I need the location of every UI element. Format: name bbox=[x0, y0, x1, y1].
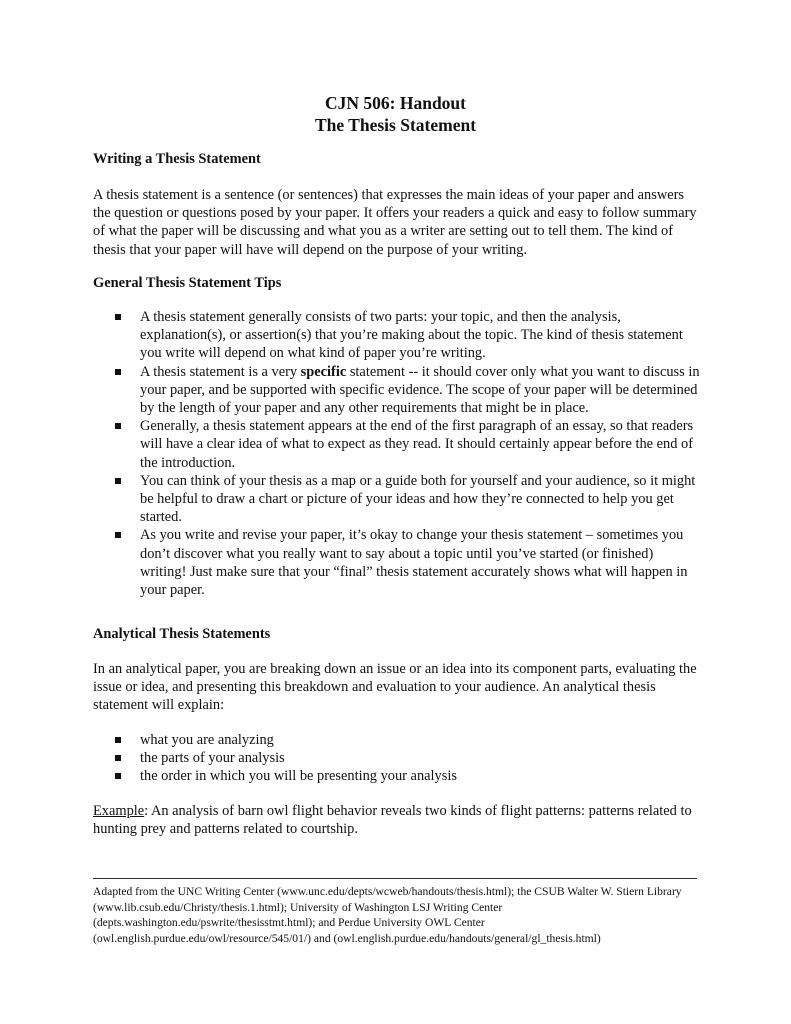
section-heading-tips: General Thesis Statement Tips bbox=[93, 275, 282, 291]
tip-text-before: A thesis statement is a very bbox=[140, 363, 301, 380]
bullet-icon bbox=[115, 755, 121, 761]
tip-text: As you write and revise your paper, it’s okay to change your thesis statement – sometimes you don’t discover what you really want to say about a topic until you’ve started (or finished) writing! Just make sure that your “final” thesis statement accurately shows what will happen in your paper. bbox=[140, 527, 688, 599]
intro-paragraph: A thesis statement is a sentence (or sentences) that expresses the main ideas of your paper and answers the question or questions posed by your paper. It offers your readers a quick and easy to follow summary of what the paper will be discussing and what you as a writer are setting out to tell them. The kind of thesis that your paper will have will depend on the purpose of your writing. bbox=[93, 187, 697, 258]
footnote-sources: Adapted from the UNC Writing Center (www.unc.edu/depts/wcweb/handouts/thesis.html); the CSUB Walter W. Stiern Library (www.lib.csub.edu/Christy/thesis.1.html); University of Washington LSJ Writing Center (depts.washington.edu/pswrite/thesisstmt.html); and Perdue University OWL Center (owl.english.purdue.edu/owl/resource/545/01/) and (owl.english.purdue.edu/handouts/general/gl_thesis.html) bbox=[93, 885, 682, 945]
bullet-icon bbox=[115, 369, 121, 375]
analysis-item: what you are analyzing bbox=[140, 732, 274, 748]
bullet-icon bbox=[115, 532, 121, 538]
example-text: : An analysis of barn owl flight behavior reveals two kinds of flight patterns: patterns related to hunting prey and patterns related to courtship. bbox=[93, 803, 692, 838]
example-label: Example bbox=[93, 803, 145, 819]
analysis-item: the order in which you will be presenting your analysis bbox=[140, 768, 457, 785]
footnote-divider bbox=[93, 878, 697, 879]
list-item bbox=[93, 417, 703, 472]
bullet-icon bbox=[115, 737, 121, 743]
bullet-icon bbox=[115, 478, 121, 484]
bullet-icon bbox=[115, 314, 121, 320]
section-heading-analytical: Analytical Thesis Statements bbox=[93, 626, 271, 642]
document-subtitle: The Thesis Statement bbox=[314, 115, 477, 135]
tip-text: A thesis statement generally consists of two parts: your topic, and then the analysis, explanation(s), or assertion(s) that you’re making about the topic. The kind of thesis statement you write will depend on what kind of paper you’re writing. bbox=[140, 309, 683, 362]
list-item bbox=[93, 749, 703, 767]
analysis-item: the parts of your analysis bbox=[140, 750, 285, 767]
list-item bbox=[93, 363, 703, 418]
document-title: CJN 506: Handout bbox=[325, 93, 466, 113]
section-heading-writing: Writing a Thesis Statement bbox=[93, 151, 261, 167]
tip-text: You can think of your thesis as a map or a guide both for yourself and your audience, so it might be helpful to draw a chart or picture of your ideas and how they’re connected to help you get started. bbox=[140, 472, 696, 526]
bullet-icon bbox=[115, 773, 121, 779]
list-item bbox=[93, 526, 703, 599]
list-item bbox=[93, 472, 703, 527]
example-paragraph bbox=[93, 802, 703, 838]
analytical-paragraph: In an analytical paper, you are breaking down an issue or an idea into its component parts, evaluating the issue or idea, and presenting this breakdown and evaluation to your audience. An analytical thesis statement will explain: bbox=[93, 661, 697, 714]
tip-text-after: statement -- it should cover only what you want to discuss in your paper, and be supported with specific evidence. The scope of your paper will be determined by the length of your paper and any other requirements that might be in place. bbox=[140, 363, 700, 417]
analytical-list bbox=[93, 731, 703, 786]
list-item bbox=[93, 767, 703, 785]
tip-text: Generally, a thesis statement appears at the end of the first paragraph of an essay, so that readers will have a clear idea of what to expect as they read. It should certainly appear before the end of the introduction. bbox=[140, 418, 694, 471]
list-item bbox=[93, 308, 703, 363]
tips-list bbox=[93, 308, 703, 599]
list-item bbox=[93, 731, 703, 749]
bullet-icon bbox=[115, 423, 121, 429]
tip-text-bold: specific bbox=[300, 363, 347, 380]
